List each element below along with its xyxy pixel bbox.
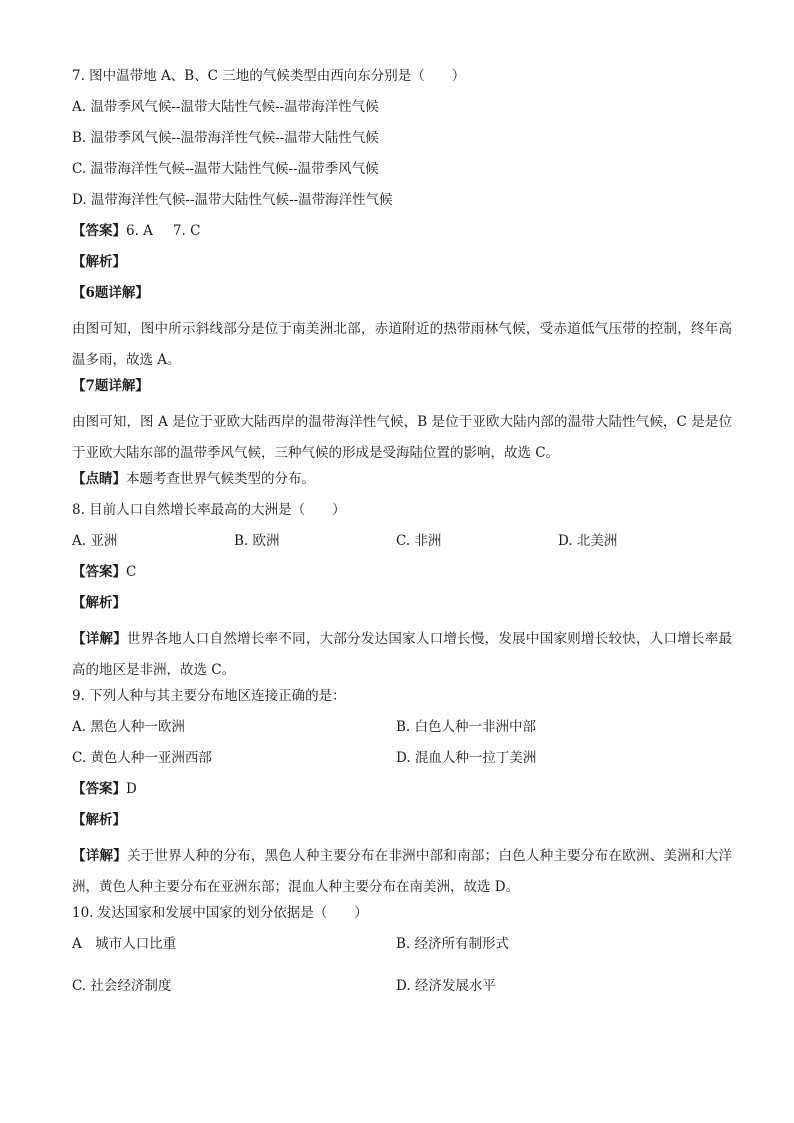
q10-stem: 10. 发达国家和发展中国家的划分依据是（ ） bbox=[72, 905, 368, 921]
q8-option-c: C. 非洲 bbox=[396, 533, 442, 549]
q8-answer bbox=[72, 562, 732, 582]
tip-label: 【点睛】 bbox=[72, 471, 126, 487]
answer-label: 【答案】 bbox=[72, 223, 126, 239]
answer-7: 7. C bbox=[172, 223, 201, 239]
q9-answer bbox=[72, 779, 732, 799]
q9-detail bbox=[72, 841, 732, 903]
q8-detail-text: 世界各地人口自然增长率不同，大部分发达国家人口增长慢，发展中国家则增长较快，人口增长率最高的地区是非洲，故选 C。 bbox=[72, 631, 733, 678]
q7-stem: 7. 图中温带地 A、B、C 三地的气候类型由西向东分别是（ ） bbox=[72, 68, 466, 84]
q8-answer-value: C bbox=[126, 564, 137, 580]
q8-option-b: B. 欧洲 bbox=[234, 533, 280, 549]
tip-text: 本题考查世界气候类型的分布。 bbox=[126, 471, 315, 487]
q10-option-c: C. 社会经济制度 bbox=[72, 978, 172, 994]
q8-stem: 8. 目前人口自然增长率最高的大洲是（ ） bbox=[72, 502, 346, 518]
q7-option-a: A. 温带季风气候--温带大陆性气候--温带海洋性气候 bbox=[72, 99, 379, 115]
tip bbox=[72, 469, 732, 489]
q7-option-d: D. 温带海洋性气候--温带大陆性气候--温带海洋性气候 bbox=[72, 192, 393, 208]
q10-option-a: A 城市人口比重 bbox=[72, 936, 177, 952]
q8-option-d: D. 北美洲 bbox=[558, 533, 618, 549]
q9-detail-label: 【详解】 bbox=[72, 848, 128, 864]
q10-options-row2 bbox=[72, 976, 732, 996]
q9-analysis-label: 【解析】 bbox=[72, 812, 126, 828]
q8-detail-label: 【详解】 bbox=[72, 631, 128, 647]
q9-options-row1 bbox=[72, 717, 732, 737]
q9-detail-text: 关于世界人种的分布，黑色人种主要分布在非洲中部和南部；白色人种主要分布在欧洲、美洲和大洋洲，黄色人种主要分布在亚洲东部；混血人种主要分布在南美洲，故选 D。 bbox=[72, 848, 733, 895]
analysis-label: 【解析】 bbox=[72, 254, 126, 270]
q9-stem: 9. 下列人种与其主要分布地区连接正确的是： bbox=[72, 688, 346, 704]
q9-answer-label: 【答案】 bbox=[72, 781, 126, 797]
q8-analysis-label: 【解析】 bbox=[72, 595, 126, 611]
document-page bbox=[72, 66, 732, 1007]
q9-answer-value: D bbox=[126, 781, 137, 797]
q7-detail-label: 【7题详解】 bbox=[72, 378, 149, 394]
answer-6-7 bbox=[72, 221, 732, 241]
q9-option-b: B. 白色人种一非洲中部 bbox=[396, 719, 537, 735]
q9-option-d: D. 混血人种一拉丁美洲 bbox=[396, 750, 537, 766]
q6-detail-text: 由图可知，图中所示斜线部分是位于南美洲北部，赤道附近的热带雨林气候，受赤道低气压带的控制，终年高温多雨，故选 A。 bbox=[72, 321, 732, 368]
q8-detail bbox=[72, 624, 732, 686]
q10-options-row1 bbox=[72, 934, 732, 954]
q10-option-b: B. 经济所有制形式 bbox=[396, 936, 510, 952]
q9-option-c: C. 黄色人种一亚洲西部 bbox=[72, 750, 212, 766]
q9-options-row2 bbox=[72, 748, 732, 768]
q7-option-b: B. 温带季风气候--温带海洋性气候--温带大陆性气候 bbox=[72, 130, 379, 146]
q10-option-d: D. 经济发展水平 bbox=[396, 978, 496, 994]
q8-option-a: A. 亚洲 bbox=[72, 533, 118, 549]
q8-options bbox=[72, 531, 732, 551]
q7-option-c: C. 温带海洋性气候--温带大陆性气候--温带季风气候 bbox=[72, 161, 379, 177]
q6-detail-label: 【6题详解】 bbox=[72, 285, 149, 301]
q7-detail-text: 由图可知，图 A 是位于亚欧大陆西岸的温带海洋性气候，B 是位于亚欧大陆内部的温带大陆性气候，C 是是位于亚欧大陆东部的温带季风气候，三种气候的形成是受海陆位置的影响，故选 C。 bbox=[72, 414, 732, 461]
q9-option-a: A. 黑色人种一欧洲 bbox=[72, 719, 185, 735]
q8-answer-label: 【答案】 bbox=[72, 564, 126, 580]
answer-6: 6. A bbox=[126, 223, 153, 239]
